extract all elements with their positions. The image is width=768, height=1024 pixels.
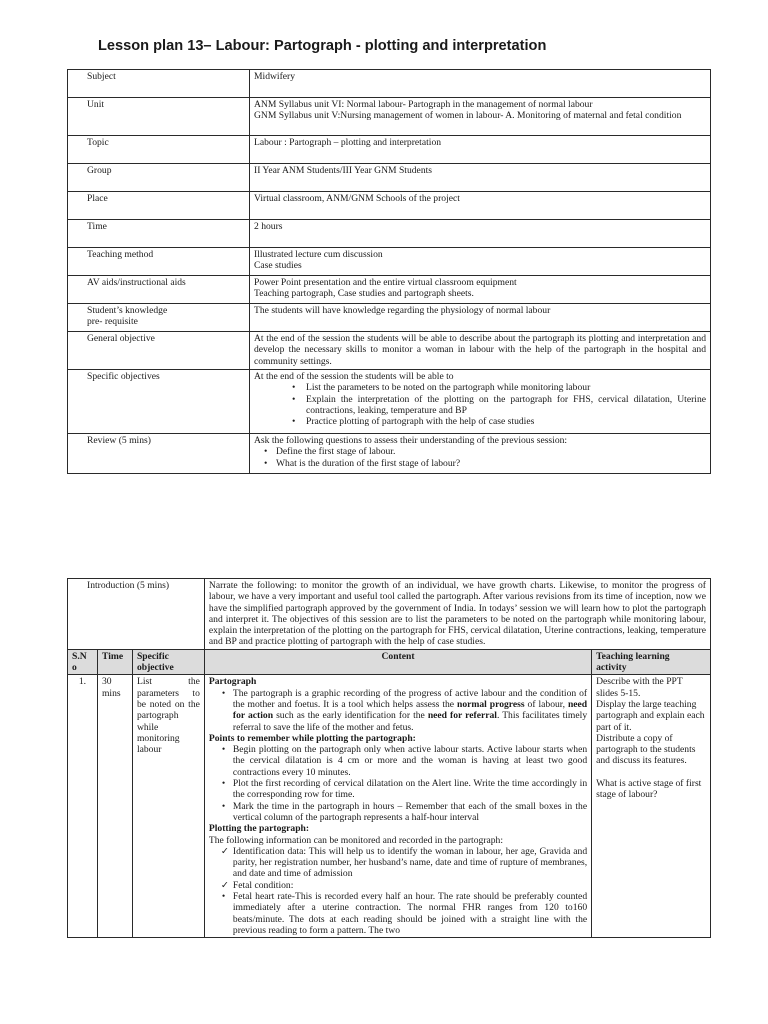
unit-gnm: GNM Syllabus unit V:Nursing management of women in labour- A. Monitoring of maternal and fetal condition [254,110,682,122]
row-group [68,164,711,192]
knowledge-label-line-2: pre- requisite [87,316,138,328]
review-intro: Ask the following questions to assess their understanding of the previous session: [254,435,568,446]
specific-item: • List the parameters to be noted on the partograph while monitoring labour [254,382,706,393]
list-item: ✓ Fetal condition: [209,880,587,891]
content-points-list [209,744,587,823]
header-sno-line-2: o [72,662,77,674]
row-method [68,248,711,276]
text-segment-bold: need for referral [427,710,497,722]
row-sno: 1. [68,675,98,938]
group-value: II Year ANM Students/III Year GNM Students [250,164,711,192]
unit-anm: ANM Syllabus unit VI: Normal labour- Partograph in the management of normal labour [254,99,593,110]
knowledge-label [68,304,250,332]
specific-item: • Explain the interpretation of the plotting on the partograph for FHS, cervical dilatation, Uterine contractions, leaking, temperature and BP [254,394,706,417]
content-heading-plotting: Plotting the partograph: [208,823,310,835]
unit-label: Unit [68,98,250,136]
intro-label: Introduction (5 mins) [68,579,205,650]
row-introduction [68,579,711,650]
header-activity-line-2: activity [596,662,627,674]
subject-label: Subject [68,70,250,98]
specific-intro: At the end of the session the students will be able to [254,371,454,382]
text-segment: such as the early identification for the [273,710,428,722]
row-knowledge [68,304,711,332]
specific-value [250,370,711,434]
list-item [209,688,587,733]
group-label: Group [68,164,250,192]
header-time: Time [97,649,132,675]
review-question: • What is the duration of the first stage of labour? [254,458,706,469]
unit-value [250,98,711,136]
av-label: AV aids/instructional aids [68,276,250,304]
text-segment-bold: normal progress [457,698,525,710]
content-heading-partograph: Partograph [208,676,257,688]
content-plotting-intro: The following information can be monitored and recorded in the partograph: [208,834,504,846]
topic-label: Topic [68,136,250,164]
header-sno-line-1: S.N [72,650,87,662]
row-topic [68,136,711,164]
av-partograph: Teaching partograph, Case studies and partograph sheets. [254,288,474,300]
row-time-unit: mins [101,687,121,699]
av-value [250,276,711,304]
content-heading-points: Points to remember while plotting the partograph: [208,732,416,744]
row-content [204,675,591,938]
list-item: ✓ Identification data: This will help us to identify the woman in labour, her age, Gravida and parity, her registration number, her husband’s name, date and time of rupture of membranes, and date and time of admission [209,846,587,880]
row-activity [592,675,711,938]
specific-label: Specific objectives [68,370,250,434]
list-item: • Begin plotting on the partograph only when active labour starts. Active labour starts when the cervical dilatation is 4 cm or more and the woman is having at least two good contractions every 10 minutes. [209,744,587,778]
session-header-row [68,649,711,675]
general-value: At the end of the session the students will be able to describe about the partograph its plotting and interpretation and develop the necessary skills to monitor a woman in labour with the help of the partograph in the hospital and community settings. [250,332,711,370]
av-ppt: Power Point presentation and the entire virtual classroom equipment [254,277,517,288]
row-specific-objectives [68,370,711,434]
row-time [97,675,132,938]
spacer [596,767,706,778]
method-value [250,248,711,276]
activity-item: Distribute a copy of partograph to the students and discuss its features. [596,732,696,767]
general-label: General objective [68,332,250,370]
place-value: Virtual classroom, ANM/GNM Schools of the project [250,192,711,220]
activity-item: Display the large teaching partograph and explain each part of it. [596,698,705,733]
page-title: Lesson plan 13– Labour: Partograph - plotting and interpretation [98,38,547,54]
row-review [68,434,711,474]
intro-text: Narrate the following: to monitor the growth of an individual, we have growth charts. Likewise, to monitor the progress of labour, we have a very important and useful tool called the partograph. After various revisions from its time of inception, now we have the simplified partograph approved by the government of India. In todays’ session we will learn how to plot the partograph and interpret it. The objectives of this session are to list the parameters to be noted on the partograph while monitoring labour, explain the interpretation of the plotting on the partograph for FHS, cervical dilatation, Uterine contractions, leaking, temperature and BP and practice plotting of partograph with the help of case studies. [204,579,710,650]
row-av-aids [68,276,711,304]
header-objective-line-1: Specific [136,650,169,662]
header-content: Content [204,649,591,675]
row-objective: List the parameters to be noted on the partograph while monitoring labour [132,675,204,938]
text-segment: . This facilitates timely referral to save the life of the mother and fetus. [232,710,588,733]
review-label: Review (5 mins) [68,434,250,474]
lesson-plan-table [67,69,711,474]
text-segment: of labour, [524,698,568,710]
row-time [68,220,711,248]
knowledge-value: The students will have knowledge regarding the physiology of normal labour [250,304,711,332]
knowledge-label-line-1: Student’s knowledge [87,305,168,316]
specific-list [254,382,706,427]
row-subject [68,70,711,98]
list-item: • Fetal heart rate-This is recorded every half an hour. The rate should be preferably counted immediately after a uterine contraction. The normal FHR ranges from 120 to160 beats/minute. The dots at each reading should be joined with a straight line with the previous reading to form a pattern. The two [209,891,587,936]
list-item: • Mark the time in the partograph in hours – Remember that each of the small boxes in the vertical column of the partograph represents a half-hour interval [209,801,587,824]
row-time-value: 30 [101,676,112,688]
header-activity-line-1: Teaching learning [596,650,670,662]
table-row [68,675,711,938]
activity-item: What is active stage of first stage of labour? [596,777,702,801]
text-segment-bold: need for action [232,698,588,722]
list-item: • Plot the first recording of cervical dilatation on the Alert line. Write the time accordingly in the corresponding row for time. [209,778,587,801]
header-objective-line-2: objective [136,662,174,674]
review-question: • Define the first stage of labour. [254,446,706,457]
header-objective [132,649,204,675]
method-case-studies: Case studies [254,260,302,272]
topic-value: Labour : Partograph – plotting and interpretation [250,136,711,164]
review-value [250,434,711,474]
text-segment: The partograph is a graphic recording of the progress of active labour and the condition of the mother and foetus. It is a tool which helps assess the [232,687,588,710]
activity-item: Describe with the PPT slides 5-15. [596,676,683,699]
row-place [68,192,711,220]
subject-value: Midwifery [250,70,711,98]
specific-item: • Practice plotting of partograph with the help of case studies [254,416,706,427]
session-table [67,578,711,938]
time-label: Time [68,220,250,248]
method-label: Teaching method [68,248,250,276]
row-unit [68,98,711,136]
row-general-objective [68,332,711,370]
time-value: 2 hours [250,220,711,248]
content-plotting-list [209,846,587,936]
header-sno [68,649,98,675]
header-activity [592,649,711,675]
content-partograph-list [209,688,587,733]
place-label: Place [68,192,250,220]
review-list [254,446,706,469]
method-lecture: Illustrated lecture cum discussion [254,249,383,260]
